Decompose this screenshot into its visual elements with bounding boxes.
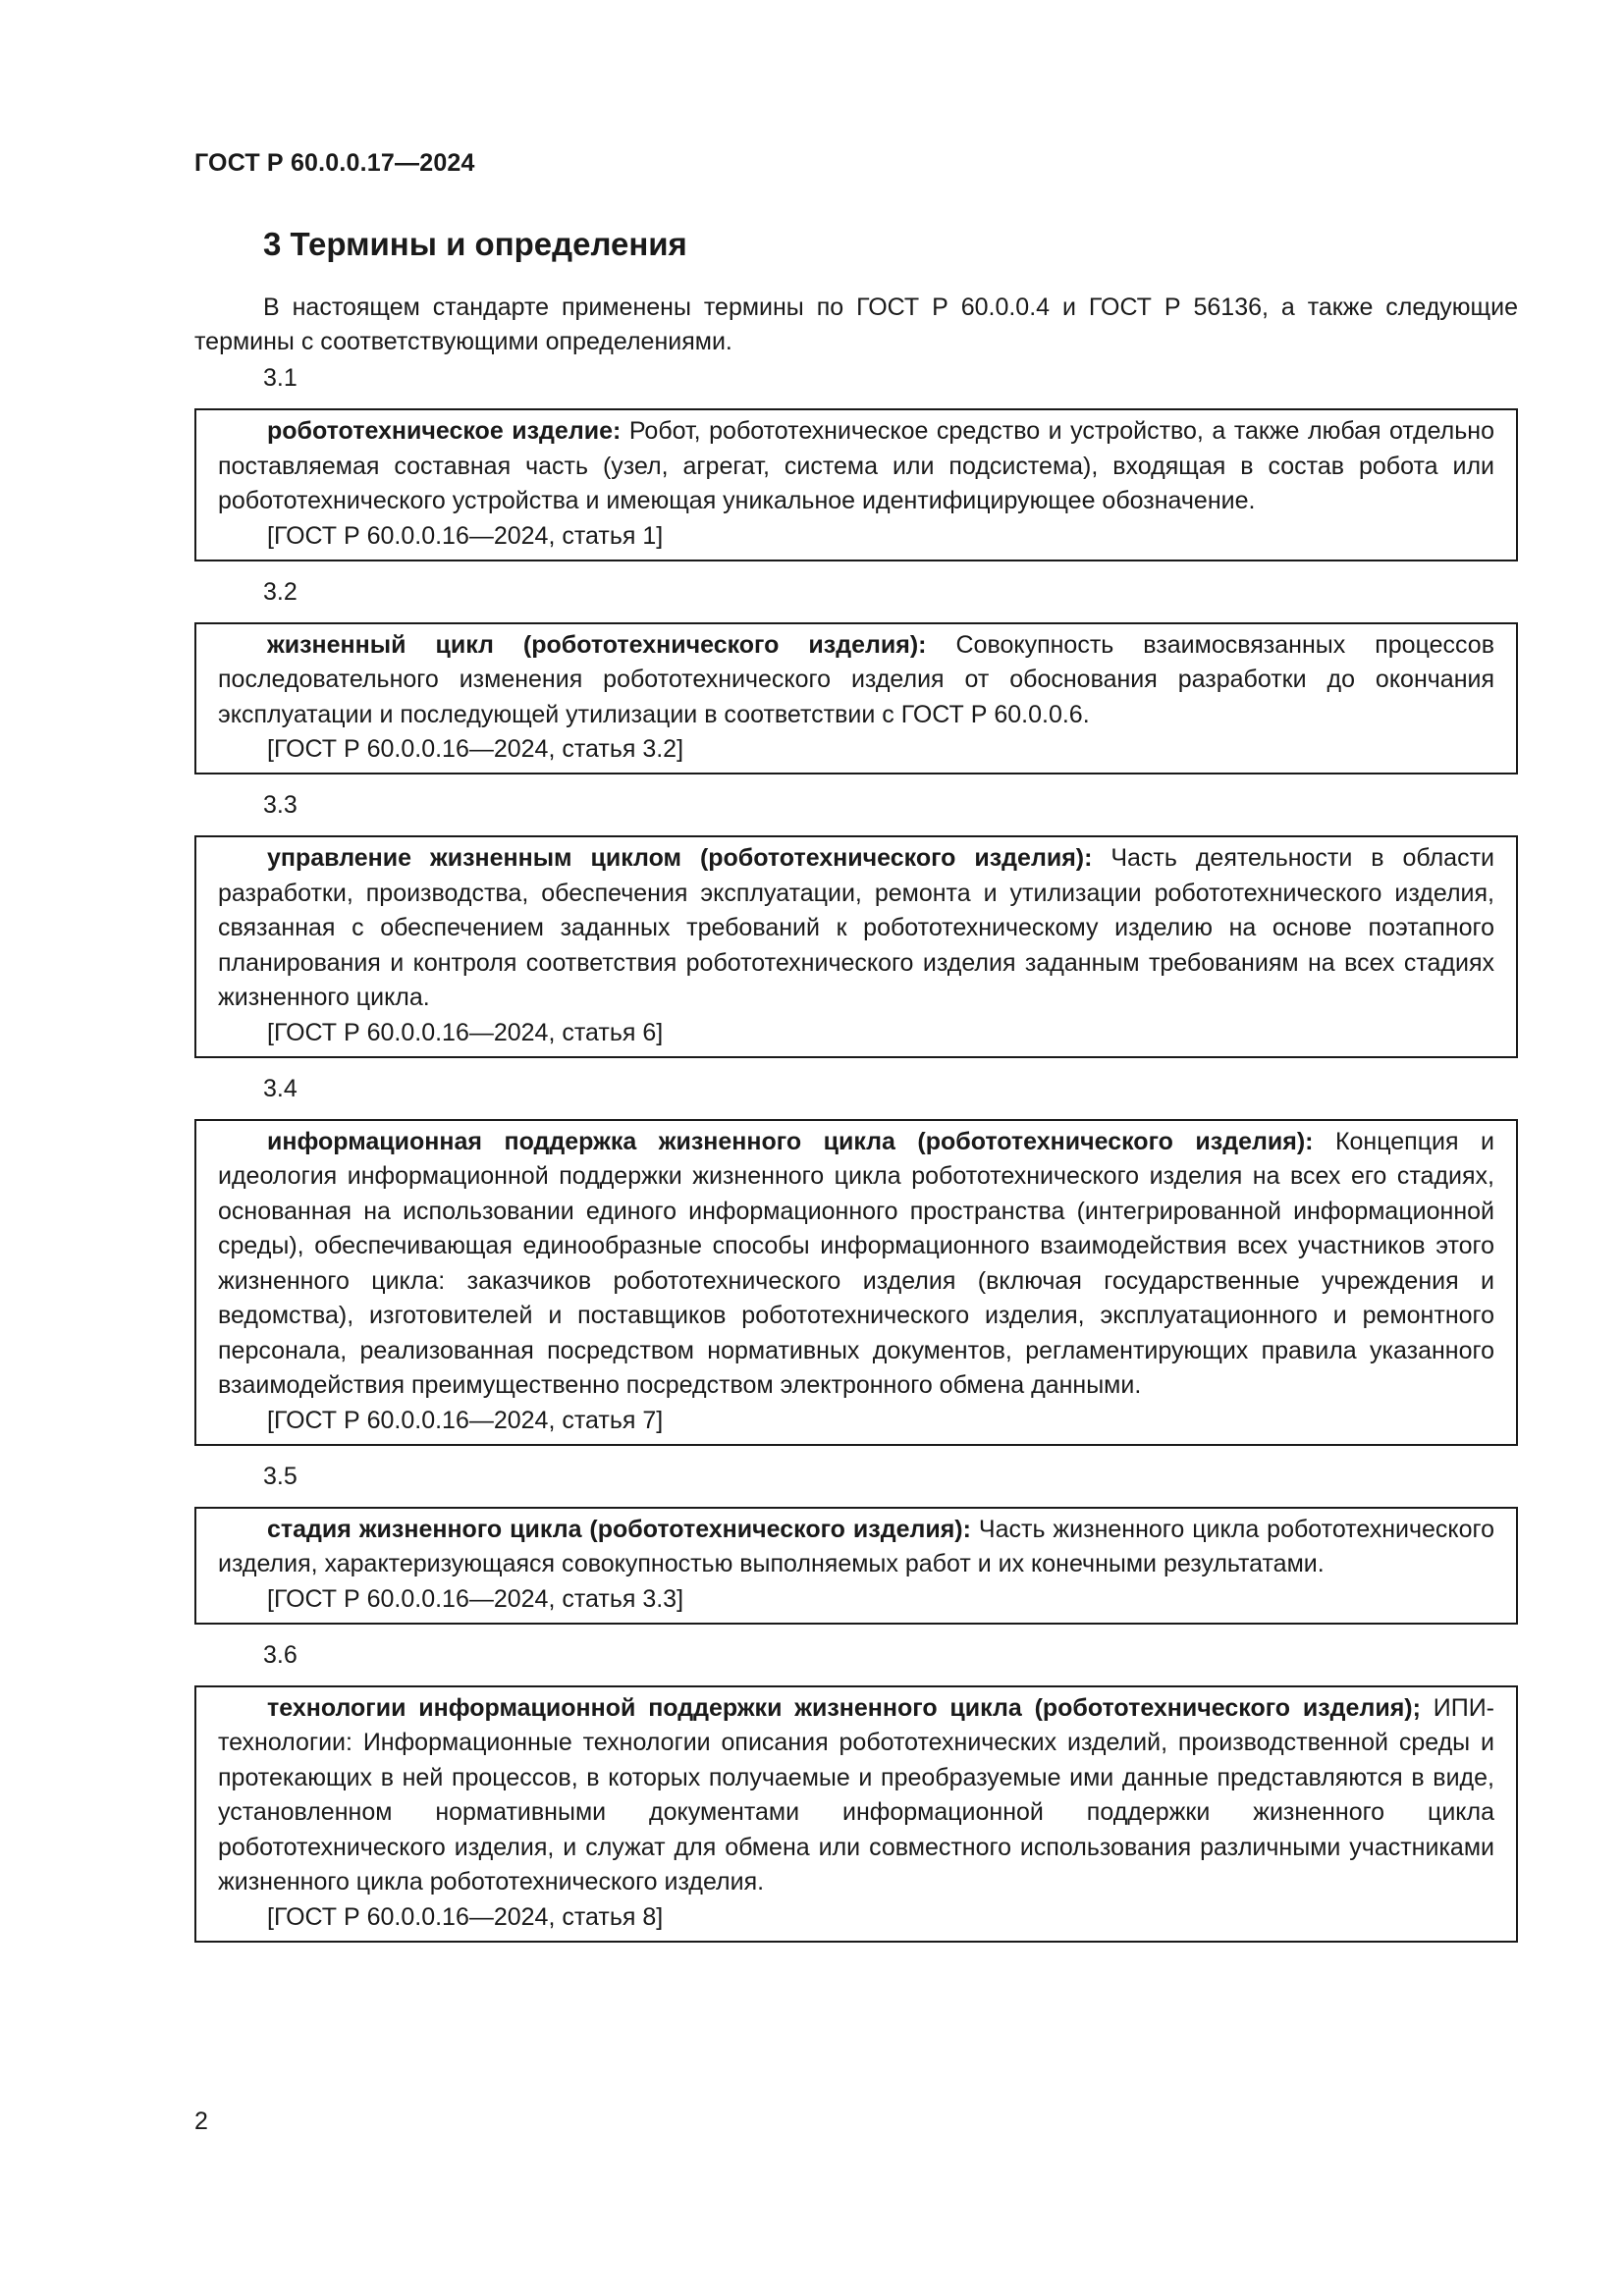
term-definition-text <box>218 1691 1494 1900</box>
term-definition: Часть деятельности в области разработки, производства, обеспечения эксплуатации, ремонта и утилизации робототехнического изделия, связанная с обеспечением заданных требований к робототехническому изделию на основе поэтапного планирования и контроля соответствия робототехнического изделия заданным требованиям на всех стадиях жизненного цикла. <box>218 844 1494 1011</box>
term-definition: Часть жизненного цикла робототехнического изделия, характеризующаяся совокупностью выполняемых работ и их конечными результатами. <box>218 1515 1494 1577</box>
term-source-reference: [ГОСТ Р 60.0.0.16—2024, статья 7] <box>267 1406 664 1434</box>
term-name: управление жизненным циклом (робототехнического изделия): <box>267 844 1093 872</box>
term-source-reference: [ГОСТ Р 60.0.0.16—2024, статья 1] <box>267 521 664 550</box>
term-definition-text <box>218 1513 1494 1582</box>
term-definition-box <box>194 1507 1518 1625</box>
term-name: стадия жизненного цикла (робототехнического изделия): <box>267 1515 971 1543</box>
term-number: 3.5 <box>263 1462 298 1490</box>
term-number: 3.4 <box>263 1074 298 1102</box>
term-definition: Концепция и идеология информационной поддержки жизненного цикла робототехнического изделия на всех его стадиях, основанная на использовании единого информационного пространства (интегрированной информационной среды), обеспечивающая единообразные способы информационного взаимодействия всех участников этого жизненного цикла: заказчиков робототехнического изделия (включая государственные учреждения и ведомства), изготовителей и поставщиков робототехнического изделия, эксплуатационного и ремонтного персонала, реализованная посредством нормативных документов, регламентирующих правила указанного взаимодействия преимущественно посредством электронного обмена данными. <box>218 1127 1494 1399</box>
term-definition: ИПИ-технологии: Информационные технологии описания робототехнических изделий, производственной среды и протекающих в ней процессов, в которых получаемые и преобразуемые ими данные представляются в виде, установленном нормативными документами информационной поддержки жизненного цикла робототехнического изделия, и служат для обмена или совместного использования различными участниками жизненного цикла робототехнического изделия. <box>218 1693 1494 1896</box>
term-number: 3.1 <box>263 364 298 392</box>
term-entry-3-2 <box>194 575 1518 775</box>
section-title: 3 Термины и определения <box>263 226 687 262</box>
term-entry-3-6 <box>194 1638 1518 1943</box>
term-definition-box <box>194 408 1518 561</box>
term-entry-3-3 <box>194 788 1518 1058</box>
term-definition-text <box>218 841 1494 1016</box>
term-definition-box <box>194 1685 1518 1943</box>
term-definition-text <box>218 414 1494 519</box>
document-code-header: ГОСТ Р 60.0.0.17—2024 <box>194 149 475 177</box>
term-definition-box <box>194 835 1518 1058</box>
term-definition-box <box>194 622 1518 775</box>
term-definition-text <box>218 1125 1494 1404</box>
term-name: информационная поддержка жизненного цикла (робототехнического изделия): <box>267 1127 1314 1155</box>
page-number: 2 <box>194 2108 208 2135</box>
term-name: робототехническое изделие: <box>267 417 622 445</box>
terms-list <box>194 361 1518 1956</box>
term-source-reference: [ГОСТ Р 60.0.0.16—2024, статья 6] <box>267 1018 664 1046</box>
term-entry-3-1 <box>194 361 1518 561</box>
term-source-reference: [ГОСТ Р 60.0.0.16—2024, статья 8] <box>267 1902 664 1931</box>
term-number: 3.6 <box>263 1640 298 1669</box>
term-definition-text <box>218 628 1494 733</box>
term-definition: Робот, робототехническое средство и устройство, а также любая отдельно поставляемая составная часть (узел, агрегат, система или подсистема), входящая в состав робота или робототехнического устройства и имеющая уникальное идентифицирующее обозначение. <box>218 417 1494 514</box>
term-source-reference: [ГОСТ Р 60.0.0.16—2024, статья 3.3] <box>267 1584 684 1613</box>
term-name: технологии информационной поддержки жизненного цикла (робототехнического изделия); <box>267 1693 1421 1722</box>
term-name: жизненный цикл (робототехнического изделия): <box>267 630 927 659</box>
term-number: 3.2 <box>263 577 298 606</box>
term-definition: Совокупность взаимосвязанных процессов последовательного изменения робототехнического изделия от обоснования разработки до окончания эксплуатации и последующей утилизации в соответствии с ГОСТ Р 60.0.0.6. <box>218 630 1494 728</box>
term-number: 3.3 <box>263 791 298 819</box>
term-source-reference: [ГОСТ Р 60.0.0.16—2024, статья 3.2] <box>267 735 684 763</box>
section-intro-paragraph: В настоящем стандарте применены термины по ГОСТ Р 60.0.0.4 и ГОСТ Р 56136, а также следующие термины с соответствующими определениями. <box>194 294 1518 355</box>
term-entry-3-4 <box>194 1072 1518 1446</box>
term-definition-box <box>194 1119 1518 1446</box>
term-entry-3-5 <box>194 1460 1518 1625</box>
